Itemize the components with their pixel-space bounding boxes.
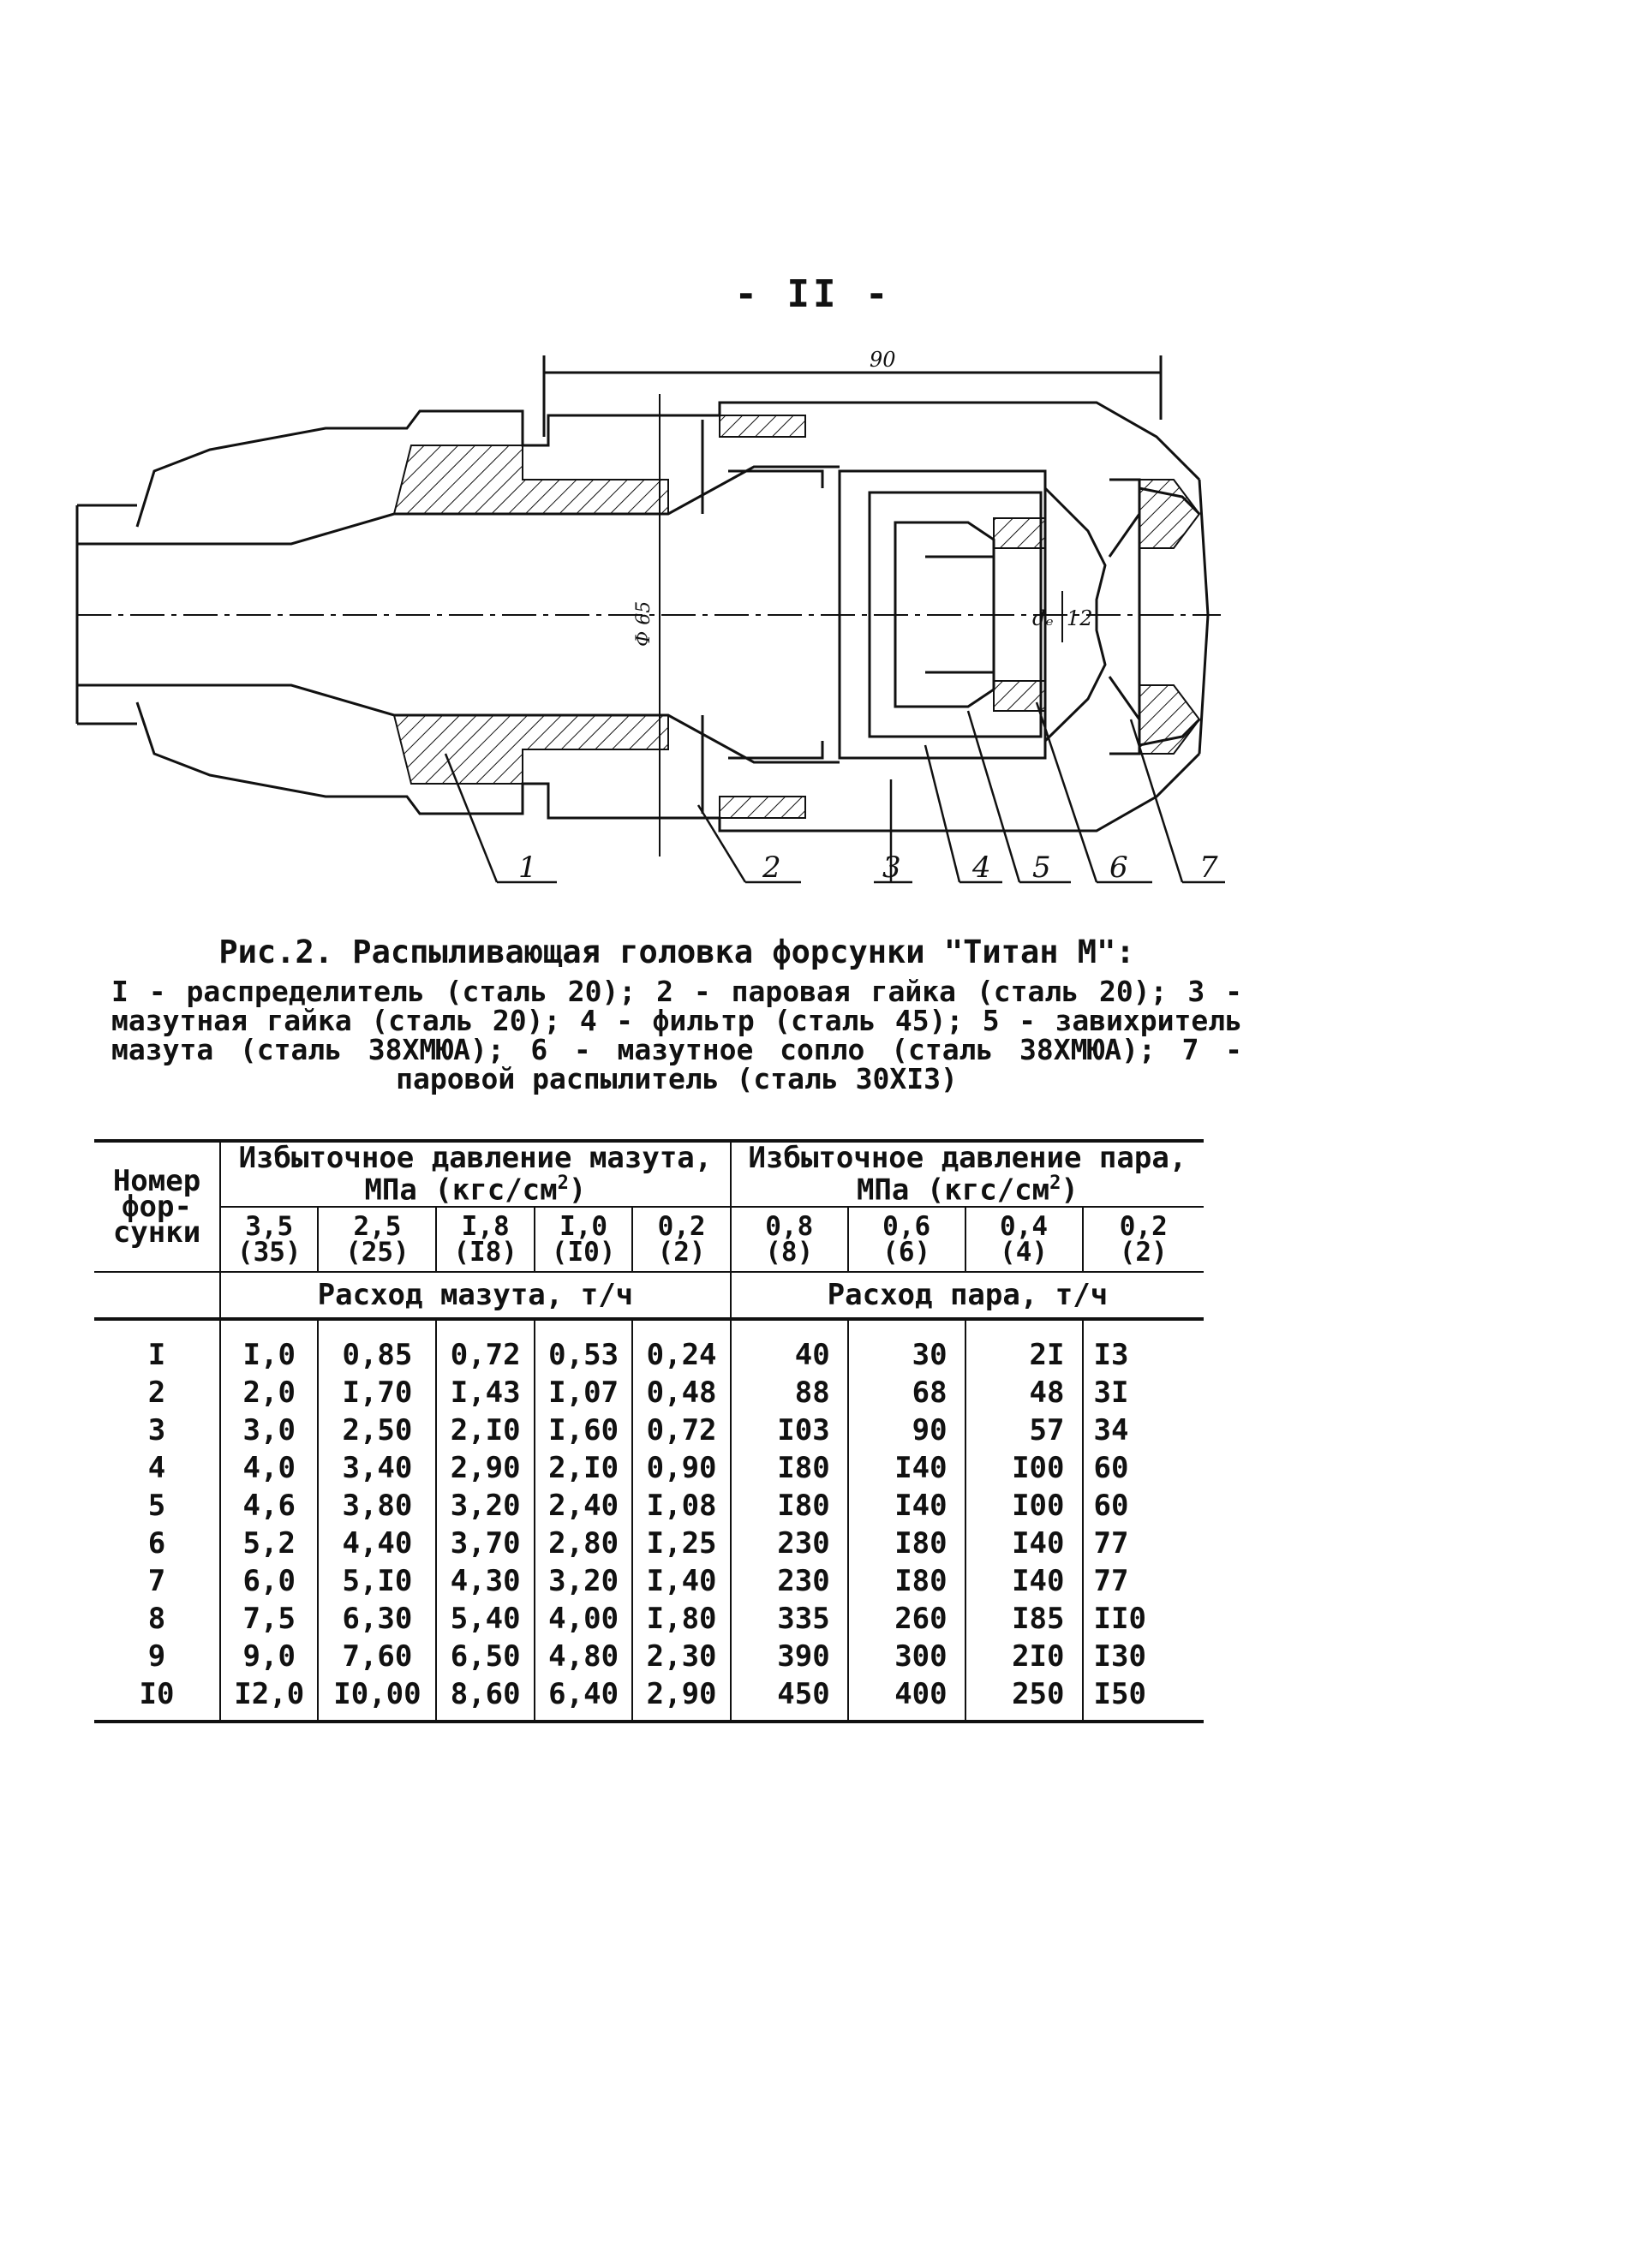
steam-flow-cell: I03	[731, 1412, 848, 1449]
steam-flow-cell: I40	[965, 1525, 1083, 1562]
fuel-flow-header: Расход мазута, т/ч	[220, 1272, 731, 1319]
fuel-flow-cell: 5,40	[436, 1600, 534, 1638]
fuel-flow-cell: 0,48	[632, 1374, 730, 1412]
nozzle-number-cell: I	[94, 1319, 220, 1374]
figure-caption	[111, 934, 1242, 1094]
fuel-pressure-col: 2,5 (25)	[318, 1207, 436, 1272]
dimension-diameter-label: Ф 65	[633, 600, 655, 647]
fuel-pressure-col: I,8 (I8)	[436, 1207, 534, 1272]
table-row	[94, 1374, 1204, 1412]
fuel-flow-cell: I,07	[535, 1374, 632, 1412]
fuel-flow-cell: 0,85	[318, 1319, 436, 1374]
steam-flow-cell: 60	[1083, 1487, 1205, 1525]
part-label-3: 3	[882, 850, 901, 885]
steam-flow-cell: 450	[731, 1675, 848, 1722]
steam-flow-cell: I40	[965, 1562, 1083, 1600]
fuel-flow-cell: 7,60	[318, 1638, 436, 1675]
steam-flow-cell: 34	[1083, 1412, 1205, 1449]
steam-flow-header: Расход пара, т/ч	[731, 1272, 1204, 1319]
fuel-flow-cell: I,25	[632, 1525, 730, 1562]
steam-pressure-col: 0,8 (8)	[731, 1207, 848, 1272]
fuel-flow-cell: 0,72	[436, 1319, 534, 1374]
steam-flow-cell: I3	[1083, 1319, 1205, 1374]
nozzle-flow-table	[94, 1139, 1204, 1723]
steam-flow-cell: I00	[965, 1449, 1083, 1487]
part-label-2: 2	[762, 850, 781, 885]
fuel-flow-cell: I,40	[632, 1562, 730, 1600]
fuel-flow-cell: 2,90	[436, 1449, 534, 1487]
fuel-flow-cell: 3,20	[535, 1562, 632, 1600]
steam-flow-cell: 230	[731, 1525, 848, 1562]
table-row	[94, 1638, 1204, 1675]
table-row	[94, 1675, 1204, 1722]
steam-flow-cell: 30	[848, 1319, 965, 1374]
steam-flow-cell: I30	[1083, 1638, 1205, 1675]
steam-flow-cell: II0	[1083, 1600, 1205, 1638]
page-number: - II -	[734, 272, 892, 316]
table-row	[94, 1487, 1204, 1525]
fuel-flow-cell: I,43	[436, 1374, 534, 1412]
fuel-flow-cell: 2,I0	[436, 1412, 534, 1449]
fuel-flow-cell: 0,90	[632, 1449, 730, 1487]
fuel-flow-cell: I,08	[632, 1487, 730, 1525]
table-row	[94, 1562, 1204, 1600]
part-label-5: 5	[1032, 850, 1051, 885]
steam-flow-cell: 2I0	[965, 1638, 1083, 1675]
table-row	[94, 1412, 1204, 1449]
fuel-pressure-col: 3,5 (35)	[220, 1207, 318, 1272]
nozzle-number-cell: 7	[94, 1562, 220, 1600]
fuel-flow-cell: 5,I0	[318, 1562, 436, 1600]
fuel-flow-cell: 3,70	[436, 1525, 534, 1562]
nozzle-head-drawing	[69, 343, 1225, 908]
fuel-flow-cell: I,60	[535, 1412, 632, 1449]
fuel-flow-cell: 8,60	[436, 1675, 534, 1722]
steam-flow-cell: I00	[965, 1487, 1083, 1525]
fuel-flow-cell: 2,90	[632, 1675, 730, 1722]
steam-flow-cell: I85	[965, 1600, 1083, 1638]
nozzle-number-cell: 8	[94, 1600, 220, 1638]
fuel-flow-cell: 6,0	[220, 1562, 318, 1600]
fuel-flow-cell: I,70	[318, 1374, 436, 1412]
fuel-flow-cell: 0,24	[632, 1319, 730, 1374]
steam-pressure-col: 0,4 (4)	[965, 1207, 1083, 1272]
caption-legend: I - распределитель (сталь 20); 2 - паровая гайка (сталь 20); 3 - мазутная гайка (сталь 20); 4 - фильтр (сталь 45); 5 - завихритель мазута (сталь 38ХМЮА); 6 - мазутное сопло (сталь 38ХМЮА); 7 - паровой распылитель (сталь 30ХI3)	[111, 975, 1242, 1095]
steam-flow-cell: 88	[731, 1374, 848, 1412]
steam-flow-cell: 40	[731, 1319, 848, 1374]
nozzle-number-cell: 9	[94, 1638, 220, 1675]
fuel-flow-cell: 3,20	[436, 1487, 534, 1525]
steam-flow-cell: I80	[848, 1562, 965, 1600]
fuel-flow-cell: 6,50	[436, 1638, 534, 1675]
steam-flow-cell: 400	[848, 1675, 965, 1722]
steam-flow-cell: 57	[965, 1412, 1083, 1449]
fuel-flow-cell: 2,I0	[535, 1449, 632, 1487]
steam-flow-cell: 300	[848, 1638, 965, 1675]
steam-flow-cell: 68	[848, 1374, 965, 1412]
table-row	[94, 1525, 1204, 1562]
fuel-flow-cell: 2,40	[535, 1487, 632, 1525]
fuel-pressure-col: I,0 (I0)	[535, 1207, 632, 1272]
steam-pressure-header: Избыточное давление пара, МПа $(кгс/см^2)$	[731, 1141, 1204, 1207]
table-row	[94, 1449, 1204, 1487]
dimension-90-label: 90	[870, 348, 896, 372]
steam-flow-cell: 2I	[965, 1319, 1083, 1374]
table-row	[94, 1319, 1204, 1374]
fuel-flow-cell: 3,80	[318, 1487, 436, 1525]
fuel-flow-cell: I0,00	[318, 1675, 436, 1722]
part-label-4: 4	[972, 850, 991, 885]
fuel-flow-cell: 2,80	[535, 1525, 632, 1562]
fuel-flow-cell: 4,80	[535, 1638, 632, 1675]
fuel-flow-cell: 2,0	[220, 1374, 318, 1412]
steam-flow-cell: 335	[731, 1600, 848, 1638]
steam-flow-cell: I80	[731, 1487, 848, 1525]
steam-flow-cell: I40	[848, 1487, 965, 1525]
fuel-pressure-header: Избыточное давление мазута, МПа $(кгс/см^2)$	[220, 1141, 731, 1207]
part-label-7: 7	[1199, 850, 1218, 885]
col-nozzle-number: Номер фор- сунки	[94, 1141, 220, 1272]
steam-flow-cell: 3I	[1083, 1374, 1205, 1412]
steam-flow-cell: I40	[848, 1449, 965, 1487]
steam-flow-cell: 60	[1083, 1449, 1205, 1487]
fuel-flow-cell: 6,30	[318, 1600, 436, 1638]
dimension-bore-label: 12	[1067, 606, 1093, 630]
fuel-flow-cell: 7,5	[220, 1600, 318, 1638]
fuel-flow-cell: I,80	[632, 1600, 730, 1638]
table-row	[94, 1600, 1204, 1638]
steam-flow-cell: 250	[965, 1675, 1083, 1722]
nozzle-number-cell: 5	[94, 1487, 220, 1525]
steam-flow-cell: I80	[731, 1449, 848, 1487]
fuel-flow-cell: 2,50	[318, 1412, 436, 1449]
nozzle-number-cell: 6	[94, 1525, 220, 1562]
steam-flow-cell: 77	[1083, 1525, 1205, 1562]
fuel-flow-cell: 5,2	[220, 1525, 318, 1562]
dimension-d-label: dₑ	[1032, 606, 1054, 630]
fuel-flow-cell: 3,0	[220, 1412, 318, 1449]
part-label-6: 6	[1109, 850, 1128, 885]
steam-pressure-col: 0,6 (6)	[848, 1207, 965, 1272]
part-label-1: 1	[518, 850, 537, 885]
nozzle-number-cell: 4	[94, 1449, 220, 1487]
steam-flow-cell: 48	[965, 1374, 1083, 1412]
fuel-flow-cell: 2,30	[632, 1638, 730, 1675]
steam-flow-cell: 77	[1083, 1562, 1205, 1600]
fuel-flow-cell: 4,40	[318, 1525, 436, 1562]
steam-pressure-col: 0,2 (2)	[1083, 1207, 1205, 1272]
caption-title: Рис.2. Распыливающая головка форсунки "Титан М":	[218, 934, 1135, 970]
steam-flow-cell: 90	[848, 1412, 965, 1449]
nozzle-number-cell: I0	[94, 1675, 220, 1722]
fuel-flow-cell: 9,0	[220, 1638, 318, 1675]
steam-flow-cell: 260	[848, 1600, 965, 1638]
fuel-flow-cell: 4,6	[220, 1487, 318, 1525]
steam-flow-cell: I80	[848, 1525, 965, 1562]
steam-flow-cell: 390	[731, 1638, 848, 1675]
fuel-flow-cell: 6,40	[535, 1675, 632, 1722]
steam-flow-cell: 230	[731, 1562, 848, 1600]
nozzle-number-cell: 3	[94, 1412, 220, 1449]
steam-flow-cell: I50	[1083, 1675, 1205, 1722]
fuel-flow-cell: 4,30	[436, 1562, 534, 1600]
fuel-flow-cell: 0,53	[535, 1319, 632, 1374]
fuel-flow-cell: 4,0	[220, 1449, 318, 1487]
fuel-flow-cell: 0,72	[632, 1412, 730, 1449]
fuel-flow-cell: I2,0	[220, 1675, 318, 1722]
fuel-flow-cell: I,0	[220, 1319, 318, 1374]
nozzle-number-cell: 2	[94, 1374, 220, 1412]
fuel-pressure-col: 0,2 (2)	[632, 1207, 730, 1272]
fuel-flow-cell: 3,40	[318, 1449, 436, 1487]
fuel-flow-cell: 4,00	[535, 1600, 632, 1638]
